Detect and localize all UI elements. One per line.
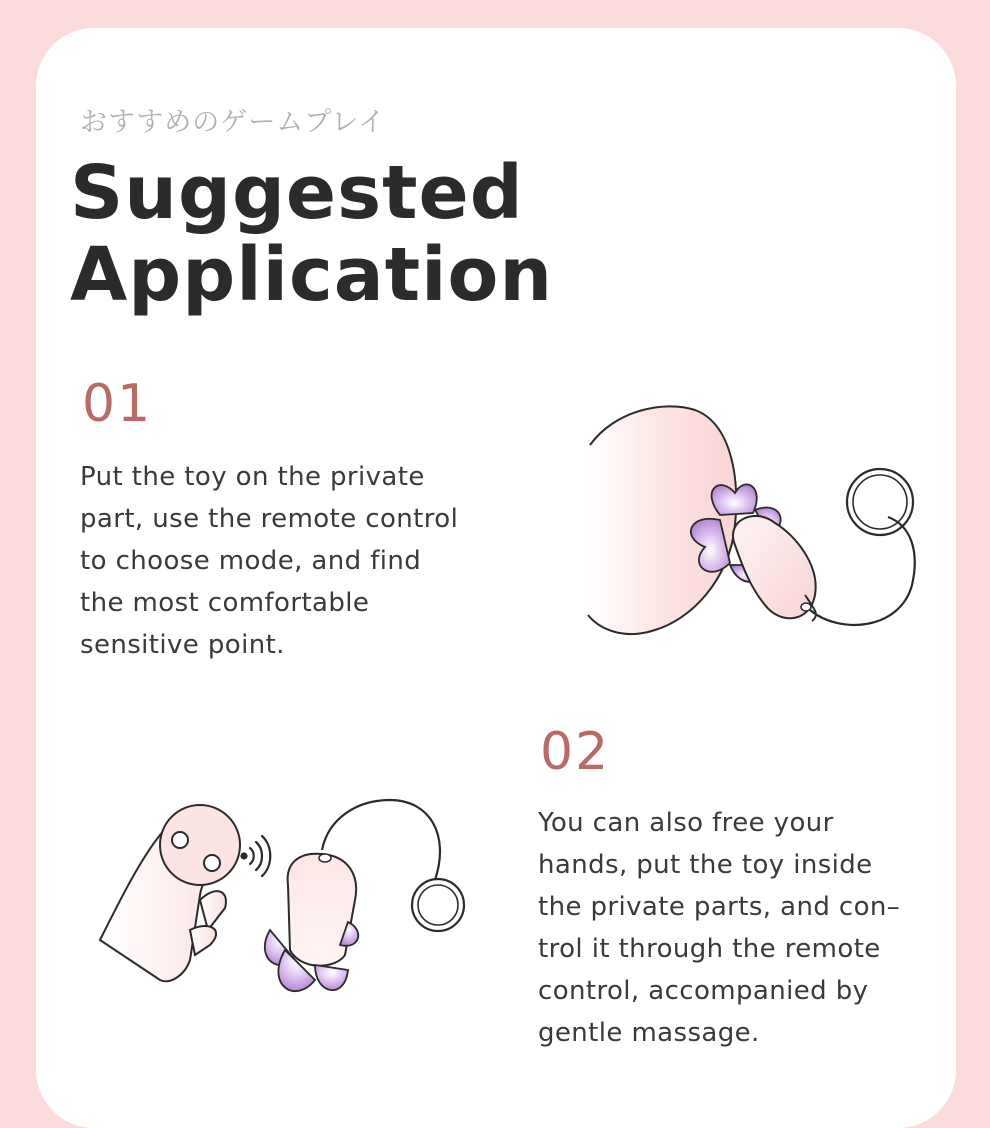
step-2-number: 02	[540, 722, 611, 782]
cord	[810, 517, 915, 625]
ring	[412, 879, 464, 931]
step-1-text: Put the toy on the private part, use the remote control to choose mode, and find the most comfortable sensitive point.	[80, 462, 459, 660]
toy-on-body-illustration	[570, 395, 930, 655]
signal-icon	[242, 836, 271, 876]
title-line-2: Application	[70, 232, 554, 318]
step-1-number: 01	[82, 374, 153, 434]
ring	[847, 469, 913, 535]
japanese-subtitle: おすすめのゲームプレイ	[80, 107, 386, 138]
remote-control	[160, 805, 240, 885]
page-title	[70, 152, 553, 316]
step-2-text: You can also free your hands, put the toy inside the private parts, and con– trol it through the remote control, accompanied by gentle massage.	[538, 808, 901, 1048]
hand-holding-remote-illustration	[90, 790, 490, 1020]
title-line-1: Suggested	[70, 150, 524, 236]
toy-egg	[288, 854, 356, 966]
